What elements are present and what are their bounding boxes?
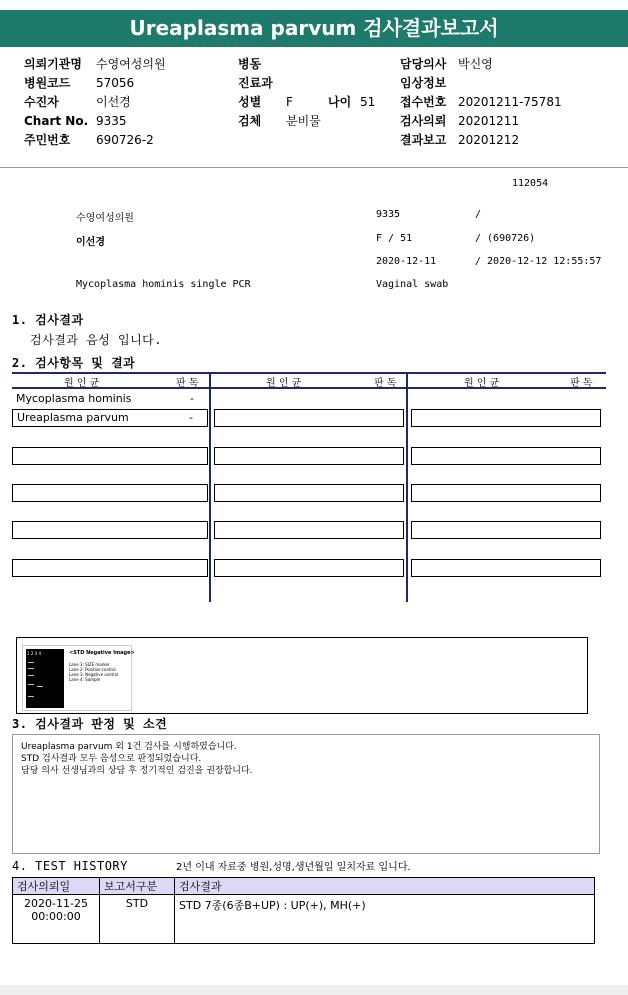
empty-cell: [411, 409, 601, 427]
age-label: 나이: [328, 95, 352, 109]
col-divider-1: [209, 372, 211, 602]
section1-title: 1. 검사결과: [12, 313, 84, 327]
empty-cell: [214, 409, 404, 427]
gel-title: <STD Negative Image>: [69, 650, 135, 656]
opinion-line-3: 담당 의사 선생님과의 상담 후 정기적인 검진을 권장합니다.: [21, 766, 253, 776]
sheet-sex-age: F / 51: [376, 233, 413, 244]
sheet-slash: /: [475, 209, 482, 220]
hospital-label: 의뢰기관명: [24, 57, 82, 71]
gel-band: [28, 684, 34, 685]
specimen-value: 분비물: [286, 114, 321, 128]
empty-cell: [411, 559, 601, 577]
empty-cell: [12, 521, 208, 539]
footer-strip: [0, 985, 628, 995]
col-divider-2: [406, 372, 408, 602]
chart-label: Chart No.: [24, 114, 89, 128]
sheet-id: 112054: [512, 178, 549, 189]
results-header-rule: [12, 387, 606, 389]
empty-cell: [214, 521, 404, 539]
gel-legend-2: Lane 2: Positive control: [69, 667, 116, 672]
report-header: [0, 10, 628, 47]
ward-label: 병동: [238, 57, 262, 71]
doctor-label: 담당의사: [400, 57, 447, 71]
report-label: 결과보고: [400, 133, 447, 147]
history-type: STD: [100, 895, 175, 944]
col-organism-1: 원 인 균: [64, 378, 100, 389]
age-value: 51: [360, 95, 376, 109]
specimen-label: 검체: [238, 114, 262, 128]
chart-value: 9335: [96, 114, 127, 128]
history-header-row: [13, 878, 595, 895]
section1-body: 검사결과 음성 입니다.: [30, 333, 163, 347]
empty-cell: [214, 447, 404, 465]
organism-result: -: [190, 392, 194, 405]
empty-cell: [214, 484, 404, 502]
empty-cell: [214, 559, 404, 577]
empty-cell: [411, 447, 601, 465]
clinical-label: 임상정보: [400, 76, 447, 90]
request-value: 20201211: [458, 114, 520, 128]
top-strip: [0, 0, 628, 10]
opinion-line-2: STD 검사결과 모두 음성으로 판정되었습니다.: [21, 754, 202, 764]
sheet-specimen: Vaginal swab: [376, 279, 449, 290]
sheet-test: Mycoplasma hominis single PCR: [76, 279, 251, 290]
receipt-label: 접수번호: [400, 95, 447, 109]
gel-lane-numbers: 1 2 3 4: [27, 651, 41, 656]
ssn-label: 주민번호: [24, 133, 71, 147]
dept-label: 진료과: [238, 76, 273, 90]
result-row: [12, 391, 208, 409]
sheet-ssn: / (690726): [475, 233, 536, 244]
section3-title: 3. 검사결과 판정 및 소견: [12, 717, 168, 731]
col-organism-3: 원 인 균: [464, 378, 500, 389]
history-col-type: 보고서구분: [100, 878, 175, 895]
gel-band: [28, 662, 34, 663]
history-date: 2020-11-25: [24, 897, 88, 910]
code-label: 병원코드: [24, 76, 71, 90]
sex-value: F: [286, 95, 293, 109]
col-organism-2: 원 인 균: [266, 378, 302, 389]
gel-legend-4: Lane 4: Sample: [69, 677, 101, 682]
empty-cell: [12, 447, 208, 465]
sheet-date1: 2020-12-11: [376, 256, 437, 267]
col-result-2: 판 독: [374, 378, 397, 389]
opinion-box: [12, 734, 600, 854]
patient-value: 이선경: [96, 95, 131, 109]
history-note: 2년 이내 자료중 병원,성명,생년월일 일치자료 입니다.: [176, 862, 411, 873]
report-title: Ureaplasma parvum 검사결과보고서: [129, 16, 499, 40]
organism-name: Ureaplasma parvum: [17, 411, 129, 424]
hospital-value: 수영여성의원: [96, 57, 166, 71]
gel-band: [28, 675, 34, 676]
history-result: STD 7종(6종B+UP) : UP(+), MH(+): [175, 895, 595, 944]
sheet-hospital: 수영여성의원: [76, 213, 134, 224]
organism-name: Mycoplasma hominis: [16, 392, 132, 405]
section4-title: 4. TEST HISTORY: [12, 859, 128, 873]
gel-band: [28, 696, 34, 697]
sex-label: 성별: [238, 95, 262, 109]
col-result-1: 판 독: [176, 378, 199, 389]
gel-band: [28, 668, 34, 669]
request-label: 검사의뢰: [400, 114, 447, 128]
col-result-3: 판 독: [570, 378, 593, 389]
empty-cell: [12, 559, 208, 577]
history-row: [13, 895, 595, 944]
patient-label: 수진자: [24, 95, 59, 109]
history-col-result: 검사결과: [175, 878, 595, 895]
sheet-patient: 이선경: [76, 237, 105, 248]
gel-band: [37, 686, 43, 687]
receipt-value: 20201211-75781: [458, 95, 562, 109]
header-divider: [0, 167, 628, 168]
history-date-cell: [13, 895, 100, 944]
empty-cell: [411, 521, 601, 539]
history-time: 00:00:00: [31, 910, 81, 923]
gel-legend-1: Lane 1: SIZE marker: [69, 662, 110, 667]
opinion-line-1: Ureaplasma parvum 외 1건 검사를 시행하였습니다.: [21, 742, 237, 752]
results-top-rule: [12, 372, 606, 374]
gel-legend-3: Lane 3: Negative control: [69, 672, 119, 677]
history-col-date: 검사의뢰일: [13, 878, 100, 895]
gel-lanes: [26, 649, 64, 708]
result-row: [12, 409, 208, 427]
section2-title: 2. 검사항목 및 결과: [12, 356, 136, 370]
gel-image: [22, 645, 135, 711]
report-value: 20201212: [458, 133, 520, 147]
organism-result: -: [189, 411, 193, 424]
empty-cell: [411, 484, 601, 502]
doctor-value: 박신영: [458, 57, 493, 71]
history-table: [12, 877, 595, 944]
ssn-value: 690726-2: [96, 133, 154, 147]
sheet-date2: / 2020-12-12 12:55:57: [475, 256, 602, 267]
empty-cell: [12, 484, 208, 502]
code-value: 57056: [96, 76, 135, 90]
sheet-chart: 9335: [376, 209, 401, 220]
header-info: [0, 55, 628, 155]
